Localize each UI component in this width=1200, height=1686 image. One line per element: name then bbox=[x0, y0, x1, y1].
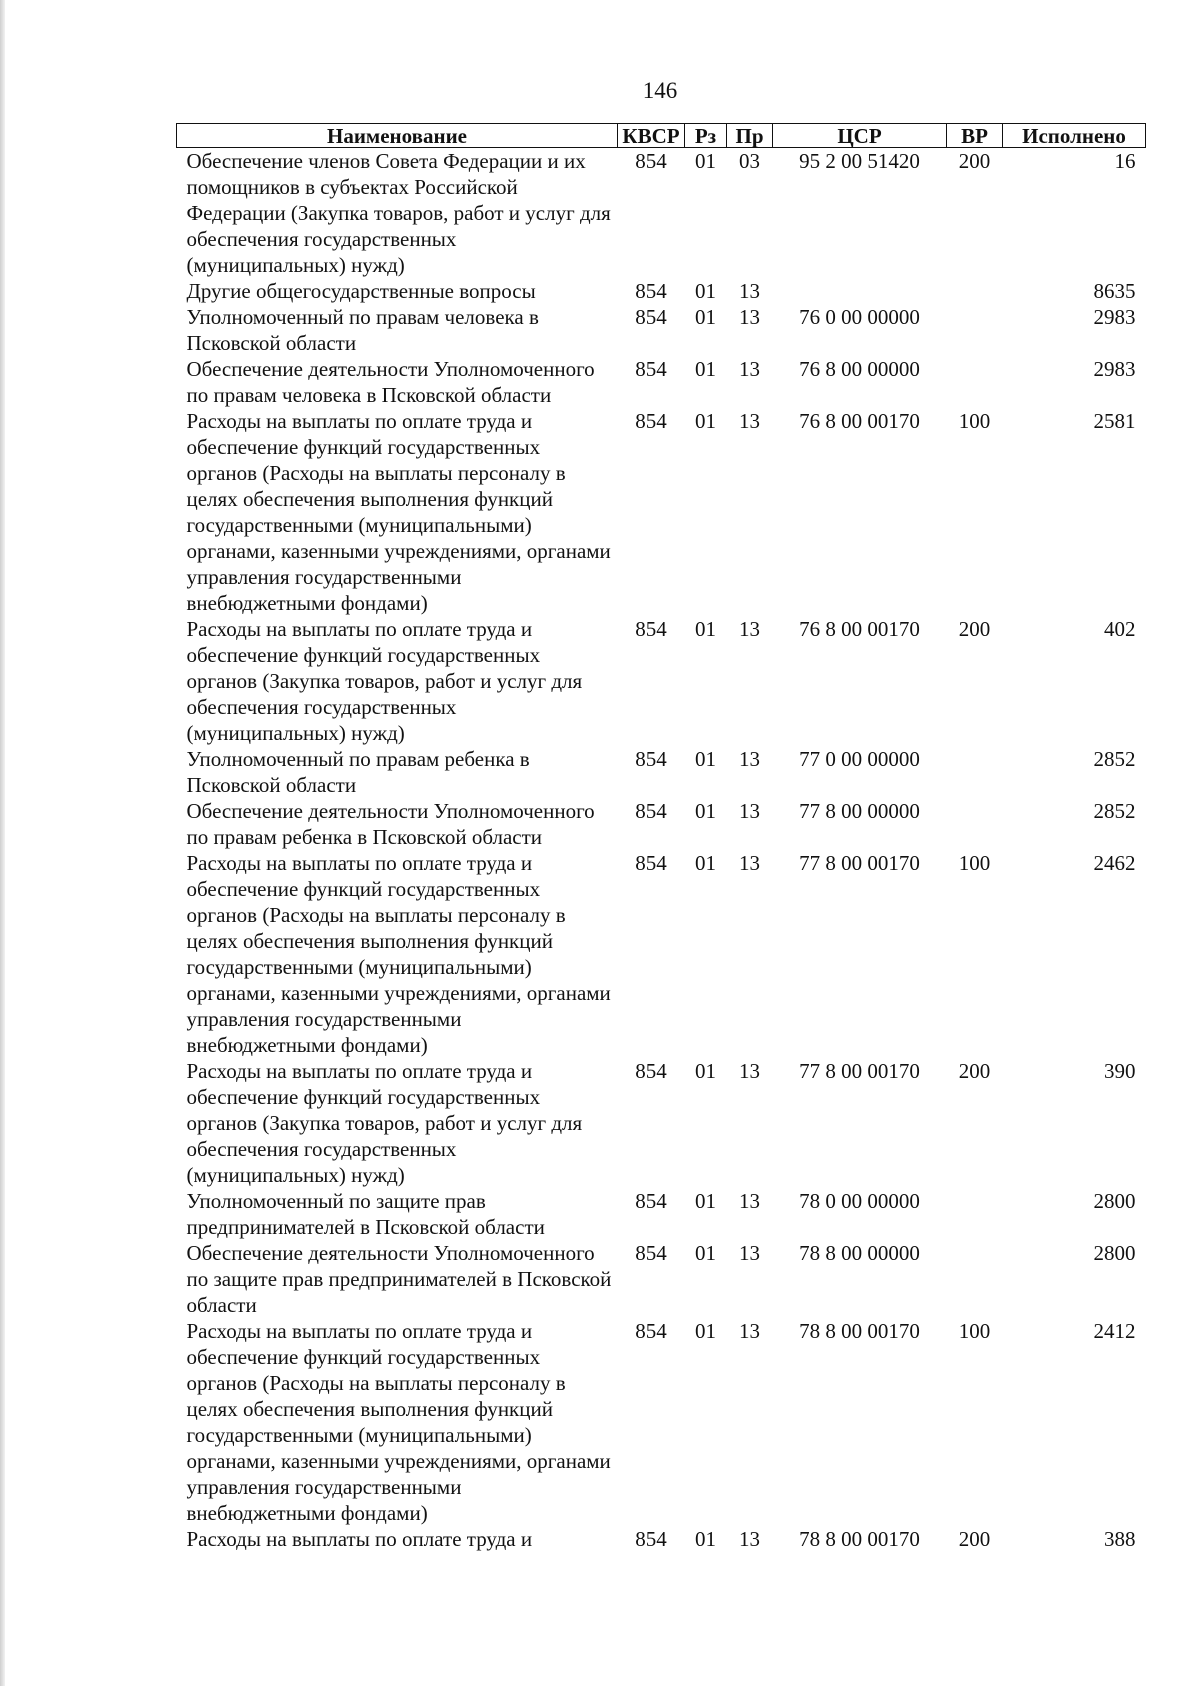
cell-csr: 77 8 00 00170 bbox=[799, 1059, 920, 1083]
header-pr: Пр bbox=[727, 124, 773, 148]
cell-name: Уполномоченный по правам человека в Псковской области bbox=[186, 305, 539, 355]
table-row bbox=[177, 356, 1146, 408]
cell-csr: 77 0 00 00000 bbox=[799, 747, 920, 771]
cell-vr bbox=[947, 1188, 1003, 1240]
cell-csr: 78 8 00 00170 bbox=[799, 1527, 920, 1551]
cell-rz: 01 bbox=[695, 149, 716, 173]
cell-rz: 01 bbox=[695, 799, 716, 823]
cell-rz: 01 bbox=[695, 617, 716, 641]
cell-kvsr: 854 bbox=[635, 1319, 667, 1343]
cell-csr: 76 8 00 00170 bbox=[799, 409, 920, 433]
scan-edge bbox=[0, 0, 5, 1686]
cell-pr: 13 bbox=[739, 617, 760, 641]
cell-pr: 13 bbox=[739, 1241, 760, 1265]
cell-name: Расходы на выплаты по оплате труда и обеспечение функций государственных органов (Расходы на выплаты персоналу в целях обеспечения выполнения функций государственными (муниципальными) органами, казенными учреждениями, органами управления государственными внебюджетными фондами) bbox=[186, 409, 611, 615]
header-rz: Рз bbox=[685, 124, 727, 148]
table-row bbox=[177, 1526, 1146, 1552]
cell-rz: 01 bbox=[695, 1059, 716, 1083]
cell-pr: 03 bbox=[739, 149, 760, 173]
header-vr: ВР bbox=[947, 124, 1003, 148]
cell-name: Расходы на выплаты по оплате труда и обеспечение функций государственных органов (Расходы на выплаты персоналу в целях обеспечения выполнения функций государственными (муниципальными) органами, казенными учреждениями, органами управления государственными внебюджетными фондами) bbox=[186, 851, 611, 1057]
cell-done: 2852 bbox=[1093, 799, 1136, 823]
cell-done: 2983 bbox=[1093, 305, 1136, 329]
cell-done: 388 bbox=[1104, 1527, 1136, 1551]
header-name: Наименование bbox=[177, 124, 618, 148]
cell-name: Расходы на выплаты по оплате труда и обеспечение функций государственных органов (Расходы на выплаты персоналу в целях обеспечения выполнения функций государственными (муниципальными) органами, казенными учреждениями, органами управления государственными внебюджетными фондами) bbox=[186, 1319, 611, 1525]
cell-pr: 13 bbox=[739, 409, 760, 433]
cell-csr: 76 0 00 00000 bbox=[799, 305, 920, 329]
header-done: Исполнено bbox=[1003, 124, 1146, 148]
page-number: 146 bbox=[642, 78, 678, 103]
table-row bbox=[177, 408, 1146, 616]
cell-kvsr: 854 bbox=[635, 409, 667, 433]
table-row bbox=[177, 798, 1146, 850]
cell-rz: 01 bbox=[695, 357, 716, 381]
cell-kvsr: 854 bbox=[635, 799, 667, 823]
cell-kvsr: 854 bbox=[635, 1241, 667, 1265]
cell-done: 2852 bbox=[1093, 747, 1136, 771]
cell-csr: 78 0 00 00000 bbox=[799, 1189, 920, 1213]
cell-rz: 01 bbox=[695, 409, 716, 433]
cell-done: 390 bbox=[1104, 1059, 1136, 1083]
cell-csr: 77 8 00 00170 bbox=[799, 851, 920, 875]
cell-name: Расходы на выплаты по оплате труда и обеспечение функций государственных органов (Закупка товаров, работ и услуг для обеспечения государственных (муниципальных) нужд) bbox=[186, 1059, 583, 1187]
table-row bbox=[177, 1240, 1146, 1318]
cell-pr: 13 bbox=[739, 1527, 760, 1551]
cell-kvsr: 854 bbox=[635, 1059, 667, 1083]
cell-kvsr: 854 bbox=[635, 1189, 667, 1213]
cell-pr: 13 bbox=[739, 799, 760, 823]
cell-csr bbox=[773, 278, 947, 304]
table-body bbox=[177, 148, 1146, 1553]
cell-rz: 01 bbox=[695, 851, 716, 875]
table-row bbox=[177, 304, 1146, 356]
cell-vr: 200 bbox=[958, 149, 991, 173]
cell-vr bbox=[947, 1240, 1003, 1318]
cell-kvsr: 854 bbox=[635, 617, 667, 641]
cell-kvsr: 854 bbox=[635, 851, 667, 875]
table-header-row bbox=[177, 124, 1146, 148]
cell-vr: 100 bbox=[958, 409, 991, 433]
cell-kvsr: 854 bbox=[635, 1527, 667, 1551]
cell-vr: 200 bbox=[958, 1527, 991, 1551]
table-row bbox=[177, 616, 1146, 746]
cell-pr: 13 bbox=[739, 747, 760, 771]
cell-pr: 13 bbox=[739, 1319, 760, 1343]
cell-pr: 13 bbox=[739, 357, 760, 381]
cell-csr: 78 8 00 00000 bbox=[799, 1241, 920, 1265]
table-row bbox=[177, 1058, 1146, 1188]
cell-name: Обеспечение деятельности Уполномоченного по правам человека в Псковской области bbox=[186, 357, 595, 407]
cell-done: 2800 bbox=[1093, 1189, 1136, 1213]
cell-rz: 01 bbox=[695, 305, 716, 329]
cell-kvsr: 854 bbox=[635, 305, 667, 329]
cell-vr bbox=[947, 356, 1003, 408]
cell-vr: 200 bbox=[958, 1059, 991, 1083]
cell-pr: 13 bbox=[739, 851, 760, 875]
budget-table bbox=[176, 123, 1146, 1552]
table-row bbox=[177, 1188, 1146, 1240]
cell-vr bbox=[947, 798, 1003, 850]
cell-csr: 76 8 00 00170 bbox=[799, 617, 920, 641]
cell-kvsr: 854 bbox=[635, 279, 667, 303]
table-row bbox=[177, 850, 1146, 1058]
table-row bbox=[177, 148, 1146, 279]
cell-rz: 01 bbox=[695, 1319, 716, 1343]
cell-rz: 01 bbox=[695, 1527, 716, 1551]
cell-rz: 01 bbox=[695, 279, 716, 303]
cell-pr: 13 bbox=[739, 1059, 760, 1083]
cell-done: 2800 bbox=[1093, 1241, 1136, 1265]
cell-name: Расходы на выплаты по оплате труда и обеспечение функций государственных органов (Закупка товаров, работ и услуг для обеспечения государственных (муниципальных) нужд) bbox=[186, 617, 583, 745]
cell-pr: 13 bbox=[739, 1189, 760, 1213]
cell-kvsr: 854 bbox=[635, 747, 667, 771]
cell-done: 2983 bbox=[1093, 357, 1136, 381]
cell-csr: 78 8 00 00170 bbox=[799, 1319, 920, 1343]
table-row bbox=[177, 746, 1146, 798]
cell-done: 402 bbox=[1104, 617, 1136, 641]
cell-csr: 77 8 00 00000 bbox=[799, 799, 920, 823]
header-csr: ЦСР bbox=[773, 124, 947, 148]
cell-name: Обеспечение членов Совета Федерации и их помощников в субъектах Российской Федерации (Закупка товаров, работ и услуг для обеспечения государственных (муниципальных) нужд) bbox=[186, 149, 611, 277]
cell-vr: 100 bbox=[958, 851, 991, 875]
cell-done: 2412 bbox=[1093, 1319, 1136, 1343]
cell-rz: 01 bbox=[695, 1241, 716, 1265]
cell-name: Уполномоченный по правам ребенка в Псковской области bbox=[186, 747, 530, 797]
cell-csr: 95 2 00 51420 bbox=[799, 149, 920, 173]
cell-vr: 200 bbox=[958, 617, 991, 641]
cell-csr: 76 8 00 00000 bbox=[799, 357, 920, 381]
cell-rz: 01 bbox=[695, 747, 716, 771]
table-row bbox=[177, 1318, 1146, 1526]
cell-name: Уполномоченный по защите прав предпринимателей в Псковской области bbox=[186, 1189, 545, 1239]
cell-kvsr: 854 bbox=[635, 357, 667, 381]
cell-vr bbox=[947, 278, 1003, 304]
cell-vr: 100 bbox=[958, 1319, 991, 1343]
cell-done: 8635 bbox=[1093, 279, 1136, 303]
table-row bbox=[177, 278, 1146, 304]
cell-name: Расходы на выплаты по оплате труда и bbox=[186, 1527, 533, 1551]
cell-name: Обеспечение деятельности Уполномоченного по защите прав предпринимателей в Псковской области bbox=[186, 1241, 612, 1317]
cell-pr: 13 bbox=[739, 305, 760, 329]
cell-name: Другие общегосударственные вопросы bbox=[186, 279, 536, 303]
cell-done: 2581 bbox=[1093, 409, 1136, 433]
cell-name: Обеспечение деятельности Уполномоченного по правам ребенка в Псковской области bbox=[186, 799, 595, 849]
cell-done: 2462 bbox=[1093, 851, 1136, 875]
cell-kvsr: 854 bbox=[635, 149, 667, 173]
cell-rz: 01 bbox=[695, 1189, 716, 1213]
cell-vr bbox=[947, 746, 1003, 798]
cell-done: 16 bbox=[1114, 149, 1136, 173]
header-kvsr: КВСР bbox=[618, 124, 685, 148]
cell-pr: 13 bbox=[739, 279, 760, 303]
cell-vr bbox=[947, 304, 1003, 356]
